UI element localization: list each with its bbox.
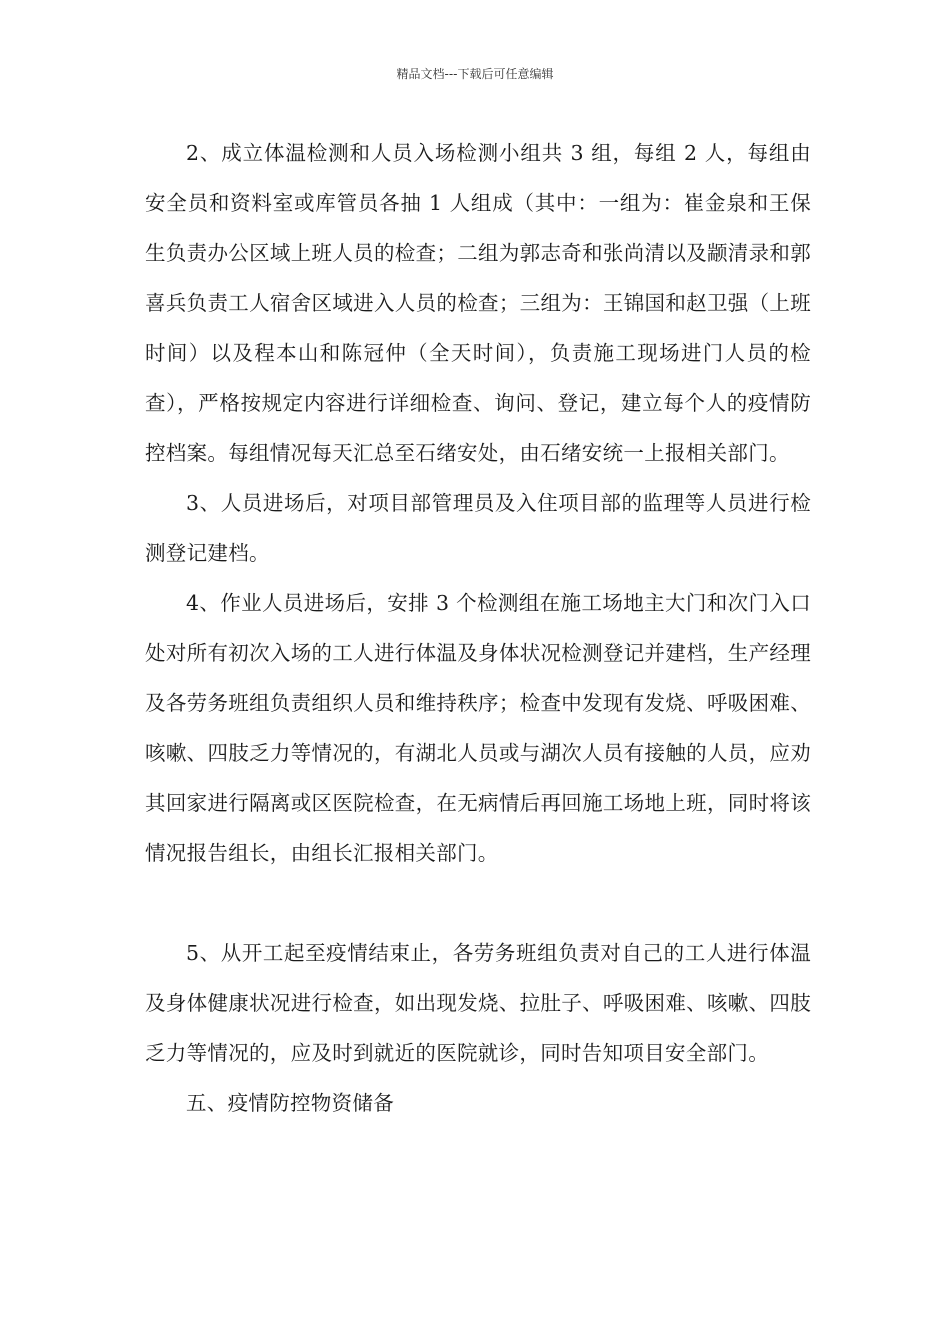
page-header: 精品文档---下载后可任意编辑 [396,67,554,81]
paragraph-item-3: 3、人员进场后，对项目部管理员及入住项目部的监理等人员进行检测登记建档。 [145,491,811,565]
paragraph-item-5: 5、从开工起至疫情结束止，各劳务班组负责对自己的工人进行体温及身体健康状况进行检查，如出现发烧、拉肚子、呼吸困难、咳嗽、四肢乏力等情况的，应及时到就近的医院就诊，同时告知项目安全部门。 [145,941,811,1065]
paragraph-item-4: 4、作业人员进场后，安排 3 个检测组在施工场地主大门和次门入口处对所有初次入场的工人进行体温及身体状况检测登记并建档，生产经理及各劳务班组负责组织人员和维持秩序；检查中发现有发烧、呼吸困难、咳嗽、四肢乏力等情况的，有湖北人员或与湖次人员有接触的人员，应劝其回家进行隔离或区医院检查，在无病情后再回施工场地上班，同时将该情况报告组长，由组长汇报相关部门。 [145,591,811,865]
paragraph-item-2: 2、成立体温检测和人员入场检测小组共 3 组，每组 2 人，每组由安全员和资料室或库管员各抽 1 人组成（其中：一组为：崔金泉和王保生负责办公区域上班人员的检查；二组为郭志奇和张尚清以及颛清录和郭喜兵负责工人宿舍区域进入人员的检查；三组为：王锦国和赵卫强（上班时间）以及程本山和陈冠仲（全天时间），负责施工现场进门人员的检查），严格按规定内容进行详细检查、询问、登记，建立每个人的疫情防控档案。每组情况每天汇总至石绪安处，由石绪安统一上报相关部门。 [145,141,811,465]
section-heading: 五、疫情防控物资储备 [186,1091,394,1115]
paragraph-spacer [145,878,811,928]
document-body [145,128,811,1128]
